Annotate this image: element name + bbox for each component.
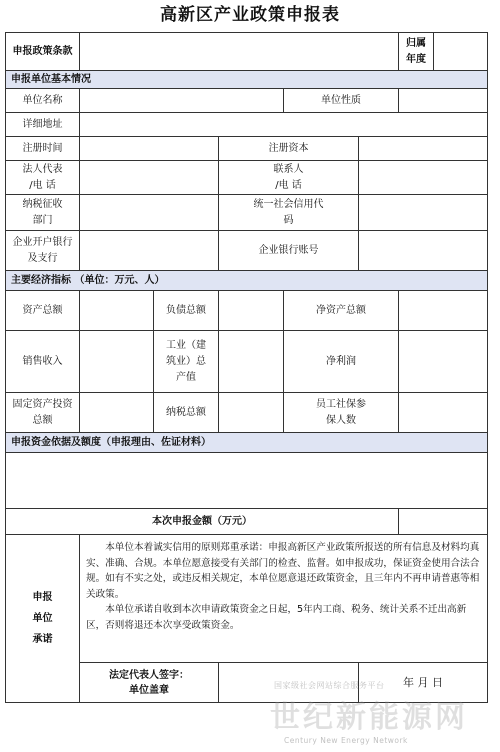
sales-field[interactable]: [80, 331, 154, 393]
contact-label: 联系人 /电 话: [219, 161, 359, 195]
year-label: 归属 年度: [399, 33, 434, 71]
watermark-brand: 世纪新能源网: [270, 700, 468, 735]
bank-label: 企业开户银行 及支行: [6, 231, 80, 271]
reg-time-label: 注册时间: [6, 137, 80, 161]
net-profit-label: 净利润: [284, 331, 399, 393]
sales-label: 销售收入: [6, 331, 80, 393]
reg-capital-label: 注册资本: [219, 137, 359, 161]
insured-staff-label: 员工社保参 保人数: [284, 393, 399, 433]
credit-code-label: 统一社会信用代 码: [219, 195, 359, 231]
bank-field[interactable]: [80, 231, 219, 271]
reg-time-field[interactable]: [80, 137, 219, 161]
section-economic-indicators: 主要经济指标 （单位：万元、人）: [6, 271, 488, 291]
commitment-label: 申报 单位 承诺: [6, 535, 80, 703]
credit-code-field[interactable]: [359, 195, 488, 231]
funding-basis-field[interactable]: [6, 453, 488, 509]
policy-clause-field[interactable]: [80, 33, 399, 71]
reg-capital-field[interactable]: [359, 137, 488, 161]
contact-field[interactable]: [359, 161, 488, 195]
net-profit-field[interactable]: [399, 331, 488, 393]
form-title: 高新区产业政策申报表: [160, 5, 340, 25]
unit-nature-label: 单位性质: [284, 89, 399, 113]
amount-label: 本次申报金额（万元）: [6, 509, 399, 535]
section-basic-info: 申报单位基本情况: [6, 71, 488, 89]
tax-dept-label: 纳税征收 部门: [6, 195, 80, 231]
legal-rep-label: 法人代表 /电 话: [6, 161, 80, 195]
total-liabilities-label: 负债总额: [154, 291, 219, 331]
net-assets-field[interactable]: [399, 291, 488, 331]
date-label: 年 月 日: [359, 663, 488, 703]
signature-label: 法定代表人签字： 单位盖章: [80, 663, 219, 703]
commitment-paragraph-1: 本单位本着诚实信用的原则郑重承诺：申报高新区产业政策所报送的所有信息及材料均真实、准确、合规。本单位愿意接受有关部门的检查、监督。如申报成功，保证资金使用合法合规。如有不实之处，或违反相关规定，本单位愿意退还政策资金，且三年内不再申请普惠等相关政策。: [86, 542, 480, 600]
tax-dept-field[interactable]: [80, 195, 219, 231]
signature-field[interactable]: [219, 663, 359, 703]
commitment-text: [80, 535, 488, 663]
section-funding-basis: 申报资金依据及额度（申报理由、佐证材料）: [6, 433, 488, 453]
watermark-english: Century New Energy Network: [284, 736, 408, 745]
output-value-label: 工业（建 筑业）总 产值: [154, 331, 219, 393]
bank-account-label: 企业银行账号: [219, 231, 359, 271]
total-liabilities-field[interactable]: [219, 291, 284, 331]
application-form-table: [5, 32, 488, 703]
total-assets-label: 资产总额: [6, 291, 80, 331]
commitment-paragraph-2: 本单位承诺自收到本次申请政策资金之日起，5年内工商、税务、统计关系不迁出高新区，否则将退还本次享受政策资金。: [86, 604, 467, 631]
bank-account-field[interactable]: [359, 231, 488, 271]
legal-rep-field[interactable]: [80, 161, 219, 195]
year-field[interactable]: [434, 33, 488, 71]
fixed-invest-label: 固定资产投资 总额: [6, 393, 80, 433]
output-value-field[interactable]: [219, 331, 284, 393]
address-field[interactable]: [80, 113, 488, 137]
tax-total-label: 纳税总额: [154, 393, 219, 433]
fixed-invest-field[interactable]: [80, 393, 154, 433]
unit-nature-field[interactable]: [399, 89, 488, 113]
watermark-tagline: 国家级社会网站综合服务平台: [274, 681, 385, 690]
unit-name-field[interactable]: [80, 89, 284, 113]
address-label: 详细地址: [6, 113, 80, 137]
tax-total-field[interactable]: [219, 393, 284, 433]
unit-name-label: 单位名称: [6, 89, 80, 113]
policy-clause-label: 申报政策条款: [6, 33, 80, 71]
net-assets-label: 净资产总额: [284, 291, 399, 331]
total-assets-field[interactable]: [80, 291, 154, 331]
amount-field[interactable]: [399, 509, 488, 535]
insured-staff-field[interactable]: [399, 393, 488, 433]
